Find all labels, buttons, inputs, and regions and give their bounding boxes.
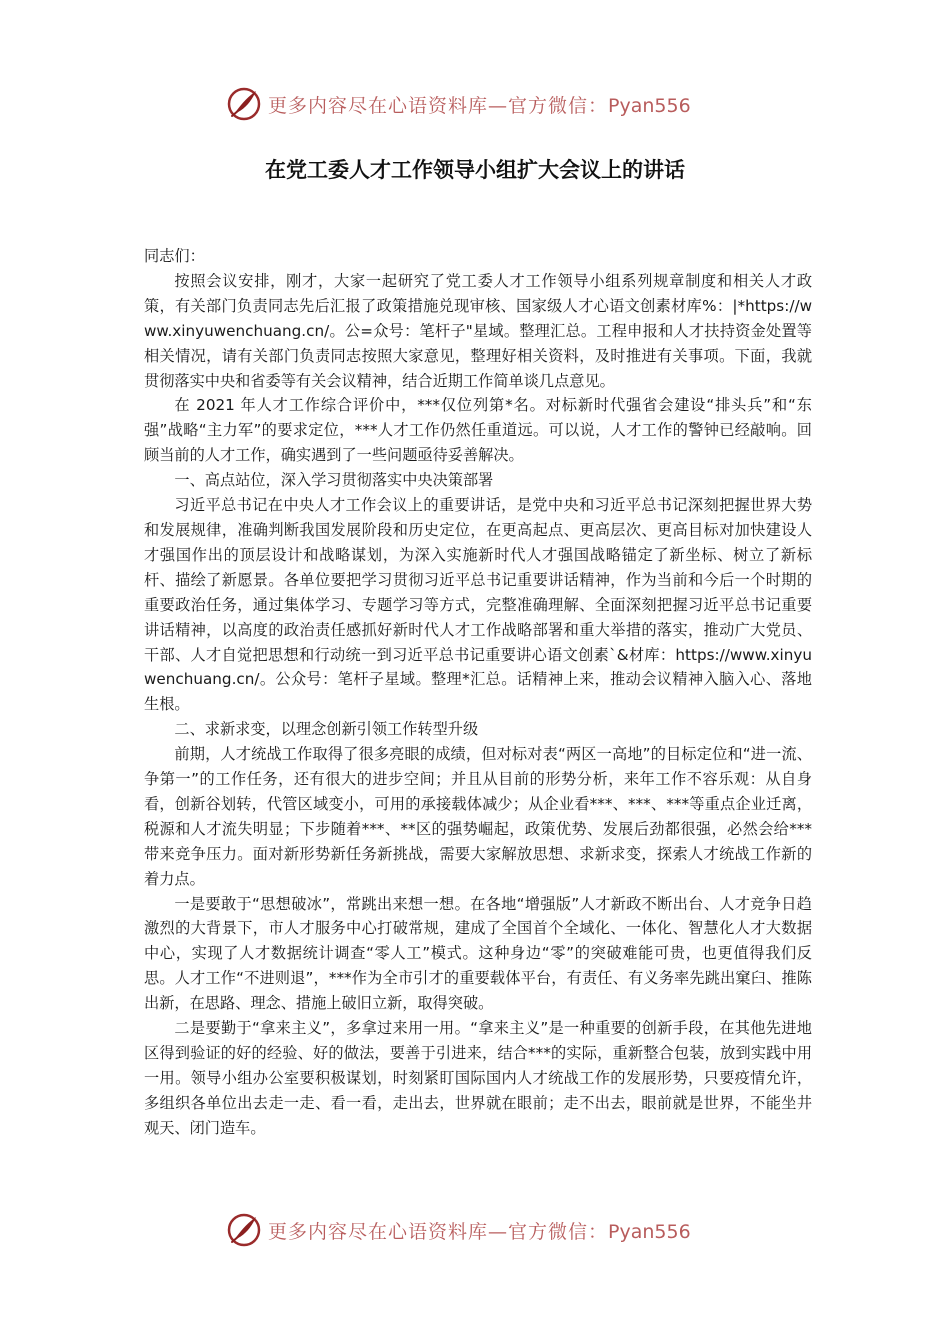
document-body (144, 244, 812, 1141)
paragraph: 二是要勤于“拿来主义”，多拿过来用一用。“拿来主义”是一种重要的创新手段，在其他先进地区得到验证的好的经验、好的做法，要善于引进来，结合***的实际，重新整合包装，放到实践中用一用。领导小组办公室要积极谋划，时刻紧盯国际国内人才统战工作的发展形势，只要疫情允许，多组织各单位出去走一走、看一看，走出去，世界就在眼前；走不出去，眼前就是世界，不能坐井观天、闭门造车。 (144, 1019, 812, 1137)
section-heading: 一、高点站位，深入学习贯彻落实中央决策部署 (174, 471, 494, 490)
paragraph: 习近平总书记在中央人才工作会议上的重要讲话，是党中央和习近平总书记深刻把握世界大势和发展规律，准确判断我国发展阶段和历史定位，在更高起点、更高层次、更高目标对加快建设人才强国作出的顶层设计和战略谋划，为深入实施新时代人才强国战略锚定了新坐标、树立了新标杆、描绘了新愿景。各单位要把学习贯彻习近平总书记重要讲话精神，作为当前和今后一个时期的重要政治任务，通过集体学习、专题学习等方式，完整准确理解、全面深刻把握习近平总书记重要讲话精神，以高度的政治责任感抓好新时代人才工作战略部署和重大举措的落实，推动广大党员、干部、人才自觉把思想和行动统一到习近平总书记重要讲心语文创素`&材库：https://www.xinyuwenchuang.cn/。公众号：笔杆子星域。整理*汇总。话精神上来，推动会议精神入脑入心、落地生根。 (144, 496, 812, 714)
quill-logo-icon (226, 86, 262, 122)
quill-logo-icon (226, 1212, 262, 1248)
banner-wechat-id: Pyan556 (608, 1220, 691, 1243)
section-heading: 二、求新求变，以理念创新引领工作转型升级 (174, 720, 479, 739)
header-banner (226, 84, 746, 124)
greeting: 同志们： (144, 247, 205, 265)
paragraph: 在 2021 年人才工作综合评价中，***仅位列第*名。对标新时代强省会建设“排头兵”和“东强”战略“主力军”的要求定位，***人才工作仍然任重道远。可以说，人才工作的警钟已经敲响。回顾当前的人才工作，确实遇到了一些问题亟待妥善解决。 (144, 396, 812, 465)
paragraph: 一是要敢于“思想破冰”，常跳出来想一想。在各地“增强版”人才新政不断出台、人才竞争日趋激烈的大背景下，市人才服务中心打破常规，建成了全国首个全域化、一体化、智慧化人才大数据中心，实现了人才数据统计调查“零人工”模式。这种身边“零”的突破难能可贵，也更值得我们反思。人才工作“不进则退”，***作为全市引才的重要载体平台，有责任、有义务率先跳出窠臼、推陈出新，在思路、理念、措施上破旧立新，取得突破。 (144, 894, 812, 1013)
document-title: 在党工委人才工作领导小组扩大会议上的讲话 (265, 158, 685, 182)
paragraph: 前期，人才统战工作取得了很多亮眼的成绩，但对标对表“两区一高地”的目标定位和“进一流、争第一”的工作任务，还有很大的进步空间；并且从目前的形势分析，来年工作不容乐观：从自身看，创新谷划转，代管区域变小，可用的承接载体减少；从企业看***、***、***等重点企业迁离，税源和人才流失明显；下步随着***、**区的强势崛起，政策优势、发展后劲都很强，必然会给***带来竞争压力。面对新形势新任务新挑战，需要大家解放思想、求新求变，探索人才统战工作新的着力点。 (144, 745, 812, 888)
banner-wechat-id: Pyan556 (608, 94, 691, 117)
banner-text: 更多内容尽在心语资料库—官方微信： (268, 94, 609, 117)
banner-text: 更多内容尽在心语资料库—官方微信： (268, 1220, 609, 1243)
footer-banner (226, 1210, 746, 1250)
paragraph: 按照会议安排，刚才，大家一起研究了党工委人才工作领导小组系列规章制度和相关人才政策，有关部门负责同志先后汇报了政策措施兑现审核、国家级人才心语文创素材库%：|*https://www.xinyuwenchuang.cn/。公=众号：笔杆子"星域。整理汇总。工程申报和人才扶持资金处置等相关情况，请有关部门负责同志按照大家意见，整理好相关资料，及时推进有关事项。下面，我就贯彻落实中央和省委等有关会议精神，结合近期工作简单谈几点意见。 (144, 271, 812, 390)
